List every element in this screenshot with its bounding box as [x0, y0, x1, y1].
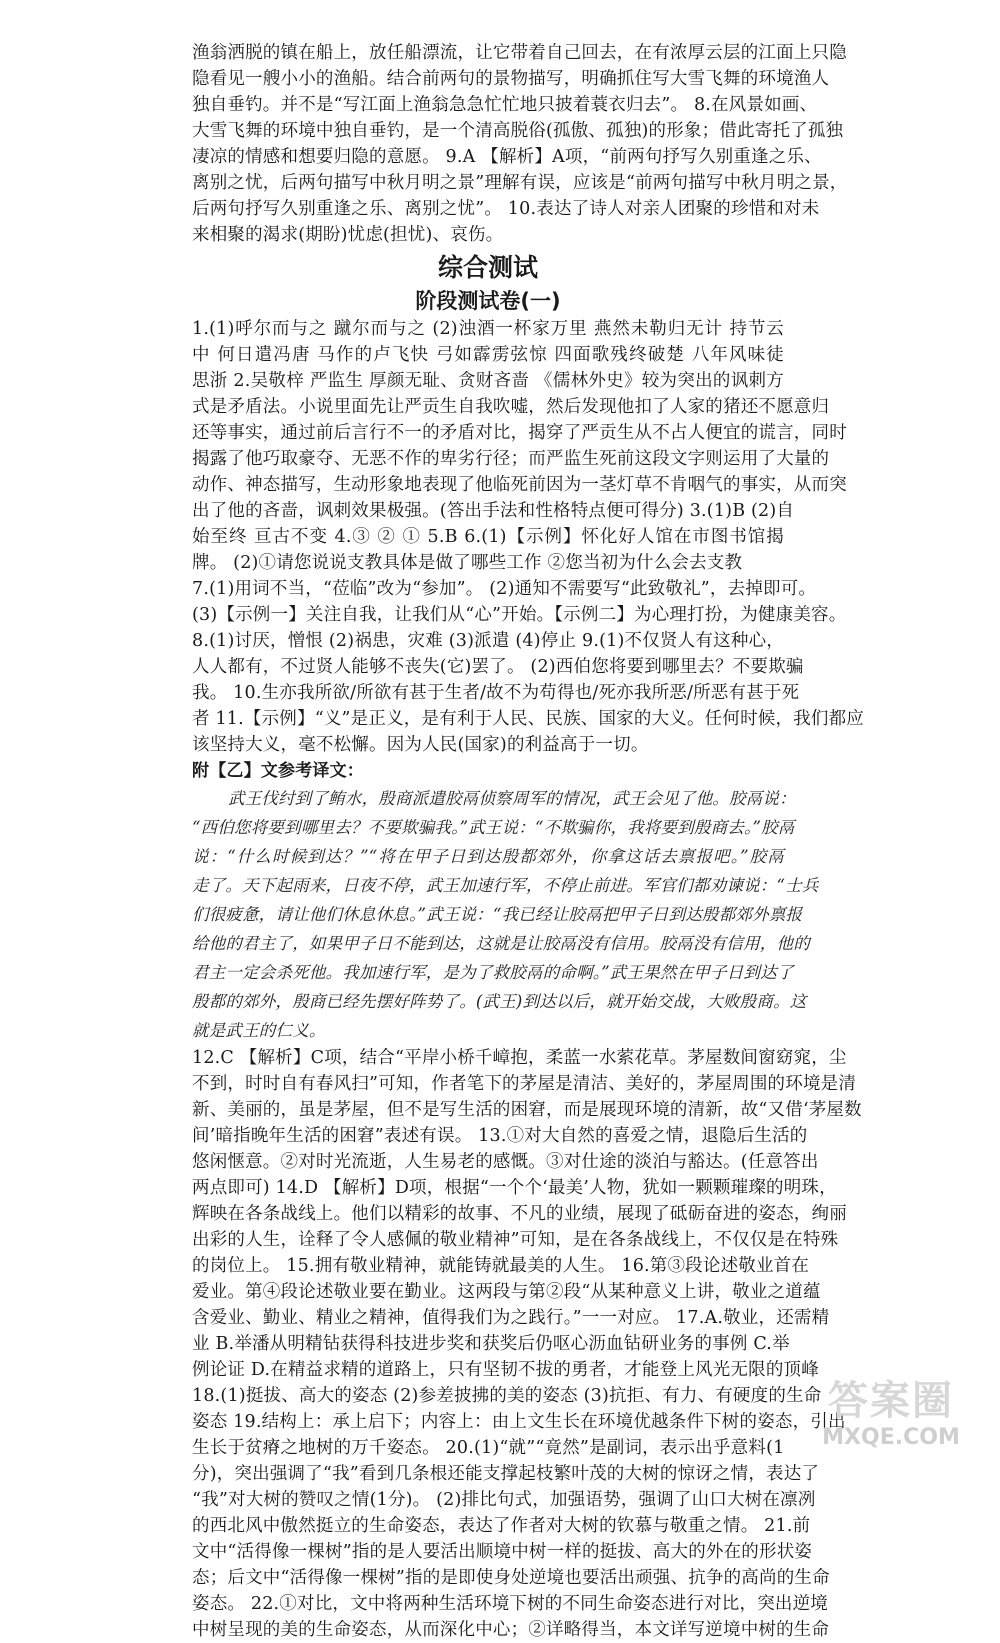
translation-block	[192, 784, 819, 1045]
text-line: 凄凉的情感和想要归隐的意愿。 9.A 【解析】A项，“前两句抒写久别重逢之乐、	[192, 147, 822, 167]
text-line: 爱业。第④段论述敬业要在勤业。这两段与第②段“从某种意义上讲，敬业之道蕴	[192, 1282, 821, 1302]
text-line: 中 何日遣冯唐 马作的卢飞快 弓如霹雳弦惊 四面歌残终破楚 八年风味徒	[192, 345, 784, 365]
text-line: 来相聚的渴求(期盼)忧虑(担忧)、哀伤。	[192, 225, 504, 245]
intro-paragraph	[192, 40, 848, 248]
text-line: 动作、神态描写，生动形象地表现了他临死前因为一茎灯草不肯咽气的事实，从而突	[192, 475, 847, 495]
text-line: 例论证 D.在精益求精的道路上，只有坚韧不拔的勇者，才能登上风光无限的顶峰	[192, 1360, 819, 1380]
text-line: 不到，时时自有春风扫”可知，作者笔下的茅屋是清洁、美好的，茅屋周围的环境是清	[192, 1074, 857, 1094]
text-line: 8.(1)讨厌，憎恨 (2)祸患，灾难 (3)派遣 (4)停止 9.(1)不仅贤人有这种心，	[192, 631, 784, 651]
text-line: 分)，突出强调了“我”看到几条根还能支撑起枝繁叶茂的大树的惊讶之情，表达了	[192, 1464, 820, 1484]
text-line: 该坚持大义，毫不松懈。因为人民(国家)的利益高于一切。	[192, 735, 649, 755]
text-line: 离别之忧，后两句描写中秋月明之景”理解有误，应该是“前两句描写中秋月明之景，	[192, 173, 848, 193]
watermark-logo: 答案圈	[828, 1378, 954, 1424]
text-line: “西伯您将要到哪里去？不要欺骗我。”武王说：“不欺骗你，我将要到殷商去。”胶鬲	[192, 818, 795, 837]
text-line: 的岗位上。 15.拥有敬业精神，就能铸就最美的人生。 16.第③段论述敬业首在	[192, 1256, 810, 1276]
text-line: 两点即可) 14.D 【解析】D项，根据“一个个‘最美’人物，犹如一颗颗璀璨的明珠，	[192, 1178, 837, 1198]
text-line: 揭露了他巧取豪夺、无恶不作的卑劣行径；而严监生死前这段文字则运用了大量的	[192, 449, 830, 469]
text-line: 出了他的吝啬，讽刺效果极强。(答出手法和性格特点便可得分) 3.(1)B (2)自	[192, 501, 795, 521]
text-line: 中树呈现的美的生命姿态，从而深化中心；②详略得当，本文详写逆境中树的生命	[192, 1620, 830, 1640]
text-line: 人人都有，不过贤人能够不丧失(它)罢了。 (2)西伯您将要到哪里去？不要欺骗	[192, 657, 804, 677]
appendix-heading: 附【乙】文参考译文：	[192, 761, 364, 781]
text-line: 文中“活得像一棵树”指的是人要活出顺境中树一样的挺拔、高大的外在的形状姿	[192, 1542, 813, 1562]
text-line: 们很疲惫，请让他们休息休息。”武王说：“我已经让胶鬲把甲子日到达殷都郊外禀报	[192, 905, 803, 924]
text-line: 态；后文中“活得像一棵树”指的是即使身处逆境也要活出顽强、抗争的高尚的生命	[192, 1568, 830, 1588]
answer-page	[192, 40, 864, 1643]
text-line: 悠闲惬意。②对时光流逝，人生易老的感慨。③对仕途的淡泊与豁达。(任意答出	[192, 1152, 819, 1172]
text-line: 式是矛盾法。小说里面先让严贡生自我吹嘘，然后发现他扣了人家的猪还不愿意归	[192, 397, 830, 417]
text-line: 还等事实，通过前后言行不一的矛盾对比，揭穿了严贡生从不占人便宜的谎言，同时	[192, 423, 847, 443]
text-line: (3)【示例一】关注自我，让我们从“心”开始。【示例二】为心理打扮，为健康美容。	[192, 605, 847, 625]
sub-title: 阶段测试卷(一)	[415, 289, 561, 313]
text-line: 走了。天下起雨来，日夜不停，武王加速行军，不停止前进。军官们都劝谏说：“士兵	[192, 876, 819, 895]
text-line: 姿态。 22.①对比，文中将两种生活环境下树的不同生命姿态进行对比，突出逆境	[192, 1594, 828, 1614]
text-line: 12.C 【解析】C项，结合“平岸小桥千嶂抱，柔蓝一水萦花草。茅屋数间窗窈窕，尘	[192, 1048, 847, 1068]
text-line: 业 B.举潘从明精钻获得科技进步奖和获奖后仍呕心沥血钻研业务的事例 C.举	[192, 1334, 790, 1354]
text-line: 牌。 (2)①请您说说支教具体是做了哪些工作 ②您当初为什么会去支教	[192, 553, 743, 573]
text-line: 君主一定会杀死他。我加速行军，是为了救胶鬲的命啊。”武王果然在甲子日到达了	[192, 963, 794, 982]
watermark-site: MXQE.COM	[822, 1425, 960, 1450]
text-line: 后两句抒写久别重逢之乐、离别之忧”。 10.表达了诗人对亲人团聚的珍惜和对未	[192, 199, 820, 219]
text-line: 说：“什么时候到达？”“将在甲子日到达殷都郊外，你拿这话去禀报吧。”胶鬲	[192, 847, 784, 866]
section-title: 综合测试	[437, 253, 538, 282]
text-line: 渔翁洒脱的镇在船上，放任船漂流，让它带着自己回去，在有浓厚云层的江面上只隐	[192, 43, 847, 63]
text-line: 含爱业、勤业、精业之精神，值得我们为之践行。”一一对应。 17.A.敬业，还需精	[192, 1308, 830, 1328]
text-line: 姿态 19.结构上：承上启下；内容上：由上文生长在环境优越条件下树的姿态，引出	[192, 1412, 846, 1432]
text-line: 1.(1)呼尔而与之 蹴尔而与之 (2)浊酒一杯家万里 燕然未勒归无计 持节云	[192, 319, 784, 339]
text-line: 思浙 2.吴敬梓 严监生 厚颜无耻、贪财吝啬 《儒林外史》较为突出的讽刺方	[192, 371, 784, 391]
later-answers-block	[192, 1045, 862, 1643]
text-line: 我。 10.生亦我所欲/所欲有甚于生者/故不为苟得也/死亦我所恶/所恶有甚于死	[192, 683, 800, 703]
text-line: 间’暗指晚年生活的困窘”表述有误。 13.①对大自然的喜爱之情，退隐后生活的	[192, 1126, 808, 1146]
text-line: 生长于贫瘠之地树的万千姿态。 20.(1)“就”“竟然”是副词，表示出乎意料(1	[192, 1438, 785, 1458]
text-line: 隐看见一艘小小的渔船。结合前两句的景物描写，明确抓住写大雪飞舞的环境渔人	[192, 69, 830, 89]
text-line: 出彩的人生，诠释了令人感佩的敬业精神”可知，是在各条战线上，不仅仅是在特殊	[192, 1230, 839, 1250]
text-line: 辉映在各条战线上。他们以精彩的故事、不凡的业绩，展现了砥砺奋进的姿态，绚丽	[192, 1204, 847, 1224]
text-line: 大雪飞舞的环境中独自垂钓，是一个清高脱俗(孤傲、孤独)的形象；借此寄托了孤独	[192, 121, 844, 141]
text-line: 武王伐纣到了鲔水，殷商派遣胶鬲侦察周军的情况，武王会见了他。胶鬲说：	[228, 789, 796, 808]
text-line: 的西北风中傲然挺立的生命姿态，表达了作者对大树的钦慕与敬重之情。 21.前	[192, 1516, 811, 1536]
text-line: 18.(1)挺拔、高大的姿态 (2)参差披拂的美的姿态 (3)抗拒、有力、有硬度的生命	[192, 1386, 822, 1406]
text-line: 始至终 亘古不变 4.③ ② ① 5.B 6.(1)【示例】怀化好人馆在市图书馆揭	[192, 527, 784, 547]
site-watermark	[796, 1377, 986, 1461]
text-line: 新、美丽的，虽是茅屋，但不是写生活的困窘，而是展现环境的清新，故“又借‘茅屋数	[192, 1100, 862, 1120]
text-line: “我”对大树的赞叹之情(1分)。 (2)排比句式，加强语势，强调了山口大树在凛冽	[192, 1490, 816, 1510]
answers-block	[192, 316, 864, 758]
text-line: 殷都的郊外，殷商已经先摆好阵势了。(武王)到达以后，就开始交战，大败殷商。这	[192, 992, 807, 1011]
text-line: 独自垂钓。并不是“写江面上渔翁急急忙忙地只披着蓑衣归去”。 8.在风景如画、	[192, 95, 818, 115]
text-line: 给他的君主了，如果甲子日不能到达，这就是让胶鬲没有信用。胶鬲没有信用，他的	[192, 934, 810, 953]
text-line: 就是武王的仁义。	[192, 1021, 326, 1040]
text-line: 者 11.【示例】“义”是正义，是有利于人民、民族、国家的大义。任何时候，我们都应	[192, 709, 864, 729]
text-line: 7.(1)用词不当，“莅临”改为“参加”。 (2)通知不需要写“此致敬礼”，去掉即可。	[192, 579, 817, 599]
